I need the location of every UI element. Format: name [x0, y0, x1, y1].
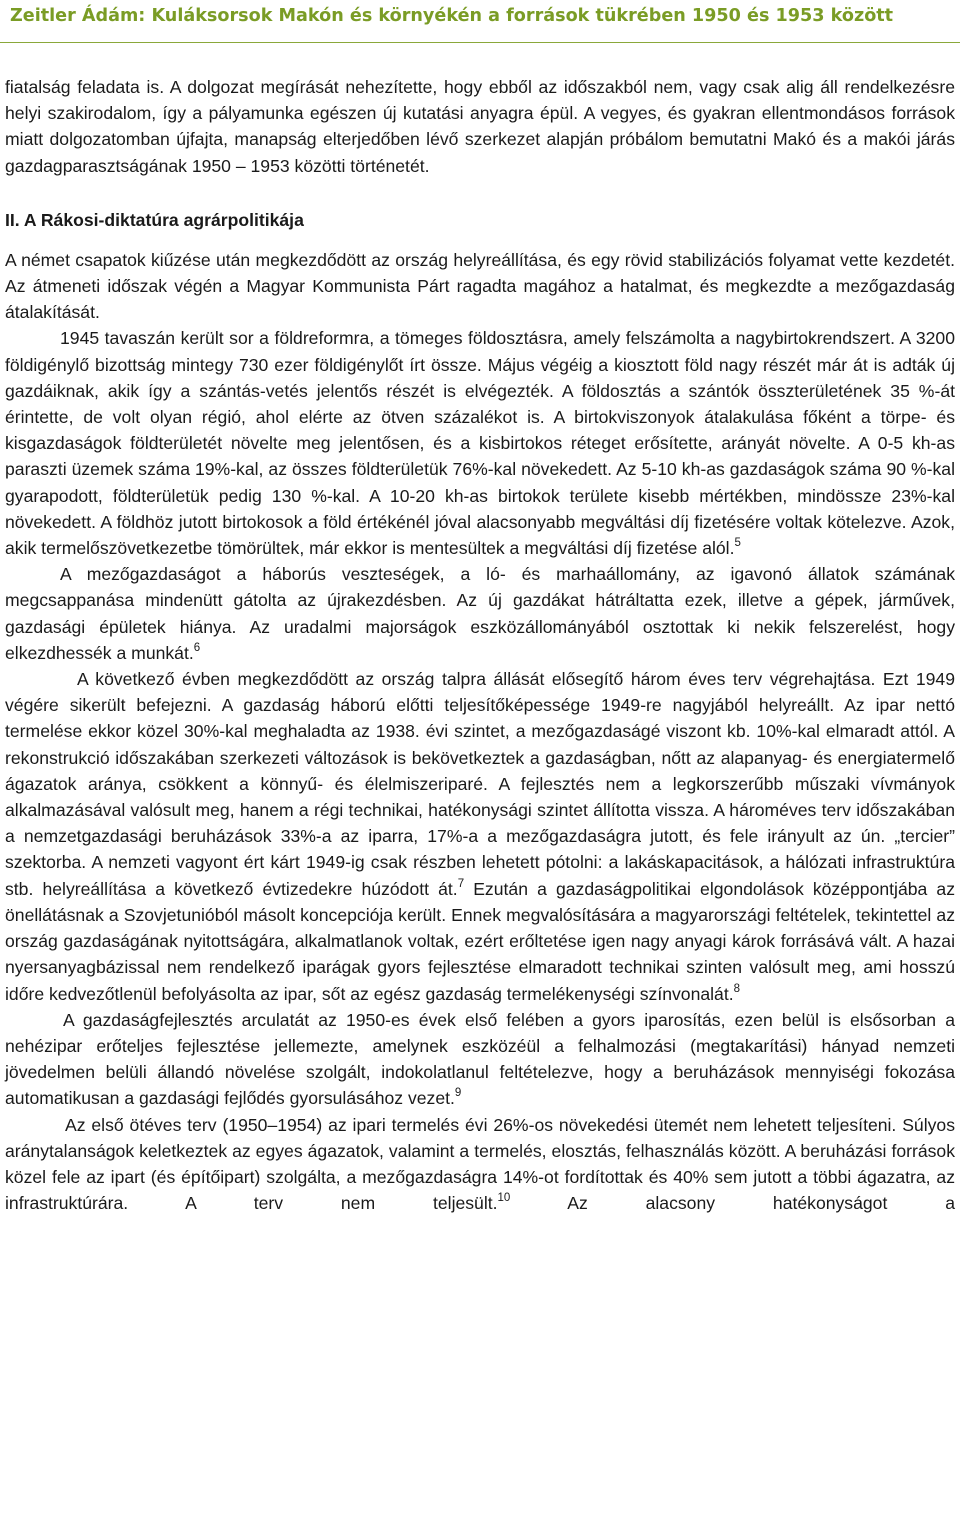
paragraph-6-text: Az első ötéves terv (1950–1954) az ipari termelés évi 26%-os növekedési ütemét nem lehetett teljesíteni. Súlyos aránytalanságok keletkeztek az egyes ágazatok, valamint a termelés, elosztás, felhasználás között. A beruházási források közel fele az ipart (és építőipart) szolgálta, a mezőgazdaságra 14%-ot fordítottak és 40% sem jutott a többi ágazatra, az infrastruktúrára. A terv nem teljesült.: [5, 1114, 955, 1214]
footnote-ref-10[interactable]: 10: [497, 1192, 511, 1205]
paragraph-5: [5, 1007, 955, 1112]
running-title: Zeitler Ádám: Kuláksorsok Makón és környékén a források tükrében 1950 és 1953 között: [10, 6, 894, 26]
paragraph-6: [5, 1112, 955, 1217]
paragraph-4: [5, 666, 955, 1007]
paragraph-2: [5, 325, 955, 561]
paragraph-4-text-a: A következő évben megkezdődött az ország talpra állását elősegítő három éves terv végrehajtása. Ezt 1949 végére sikerült befejezni. A gazdaság háború előtti teljesítőképessége 1949-re nagyjából helyreállt. Az ipar nettó termelése ekkor közel 30%-kal meghaladta az 1938. évi szintet, a mezőgazdaságé viszont kb. 10%-kal elmaradt attól. A rekonstrukció időszakában szerkezeti változások is bekövetkeztek a gazdaságban, nőtt az alapanyag- és energiatermelő ágazatok aránya, csökkent a könnyű- és élelmiszeriparé. A fejlesztés nem a legkorszerűbb műszaki vívmányok alkalmazásával valósult meg, hanem a régi technikai, hatékonysági szintet állította vissza. A hároméves terv időszakában a nemzetgazdasági beruházások 33%-a az iparra, 17%-a a mezőgazdaságra jutott, és fele irányult az ún. „tercier” szektorba. A nemzeti vagyont ért kárt 1949-ig csak részben lehetett pótolni: a lakáskapacitások, a hálózati infrastruktúra stb. helyreállítása a következő évtizedekre húzódott át.: [5, 669, 955, 899]
footnote-ref-9[interactable]: 9: [454, 1087, 462, 1100]
paragraph-3: [5, 561, 955, 666]
footnote-ref-7[interactable]: 7: [457, 877, 465, 890]
paragraph-3-text: A mezőgazdaságot a háborús veszteségek, a ló- és marhaállomány, az igavonó állatok számának megcsappanása mindenütt gátolta az újrakezdésben. Az új gazdákat hátráltatta ezek, illetve a gépek, járművek, gazdasági épületek hiánya. Az uradalmi majorságok eszközállományából osztottak ki nekik felszerelést, hogy elkezdhessék a munkát.: [5, 564, 955, 663]
section-heading: [5, 207, 955, 233]
paragraph-2-text: 1945 tavaszán került sor a földreformra, a tömeges földosztásra, amely felszámolta a nagybirtokrendszert. A 3200 földigénylő bizottság mintegy 730 ezer földigénylőt írt össze. Május végéig a kiosztott föld nagy részét már át is adták új gazdáiknak, akik így a szántás-vetés jelentős részét is elvégezték. A földosztás a szántók összterületének 35 %-át érintette, de volt olyan régió, ahol elérte az ötven százalékot is. A birtokviszonyok átalakulása főként a törpe- és kisgazdaságok földterületét növelte meg jelentősen, és a kisbirtokos réteget erősítette, arányát növelte. A 0-5 kh-as paraszti üzemek száma 19%-kal, az összes földterületük 76%-kal növekedett. Az 5-10 kh-as gazdaságok száma 90 %-kal gyarapodott, földterületük pedig 130 %-kal. A 10-20 kh-as birtokok területe kisebb mértékben, mindössze 23%-kal növekedett. A földhöz jutott birtokosok a föld értékénél jóval alacsonyabb megváltási díj fizetésére voltak kötelezve. Azok, akik termelőszövetkezetbe tömörültek, már ekkor is mentesültek a megváltási díj fizetése alól.: [5, 328, 955, 559]
paragraph-5-text: A gazdaságfejlesztés arculatát az 1950-es évek első felében a gyors iparosítás, ezen belül is elsősorban a nehézipar erőteljes fejlesztése jellemezte, amelynek eszközéül a felhalmozási (megtakarítási) hányad nemzeti jövedelmen belüli állandó növelése szolgált, indokolatlanul feltételezve, hogy a beruházások mennyiségi fokozása automatikusan a gazdasági fejlődés gyorsulásához vezet.: [5, 1009, 955, 1109]
paragraph-4-text-b: Ezután a gazdaságpolitikai elgondolások középpontjába az önellátásnak a Szovjetunióból másolt koncepciója került. Ennek megvalósítására a magyarországi feltételek, tekintettel az ország gazdaságának nyitottságára, alkalmatlanok voltak, ezért erőltetése igen nagy anyagi károk forrásává vált. A hazai nyersanyagbázissal nem rendelkező iparágak gyors fejlesztése elmaradott technikai szinten valósult meg, ami hosszú időre kedvezőtlenül befolyásolta az ipar, sőt az egész gazdaság termelékenységi színvonalát.: [5, 878, 955, 1004]
intro-text: fiatalság feladata is. A dolgozat megírását nehezítette, hogy ebből az időszakból nem, vagy csak alig áll rendelkezésre helyi szakirodalom, így a pályamunka egészen új kutatási anyagra épül. A vegyes, és gyakran ellentmondásos források miatt dolgozatomban újfajta, manapság elterjedőben lévő szerkezet alapján próbálom bemutatni Makó és a makói járás gazdagparasztságának 1950 – 1953 közötti történetét.: [5, 77, 955, 176]
document-body: [5, 74, 955, 1216]
footnote-ref-8[interactable]: 8: [733, 982, 741, 995]
intro-paragraph: [5, 74, 955, 179]
paragraph-1-text: A német csapatok kiűzése után megkezdődött az ország helyreállítása, és egy rövid stabilizációs folyamat vette kezdetét. Az átmeneti időszak végén a Magyar Kommunista Párt ragadta magához a hatalmat, és megkezdte a mezőgazdaság átalakítását.: [5, 249, 955, 323]
running-header: [0, 0, 960, 36]
section-heading-text: II. A Rákosi-diktatúra agrárpolitikája: [5, 209, 304, 230]
header-rule: [0, 42, 960, 43]
footnote-ref-5[interactable]: 5: [734, 537, 741, 550]
paragraph-1: [5, 247, 955, 326]
footnote-ref-6[interactable]: 6: [193, 641, 201, 654]
paragraph-6-tail: Az alacsony hatékonyságot a: [510, 1193, 955, 1214]
